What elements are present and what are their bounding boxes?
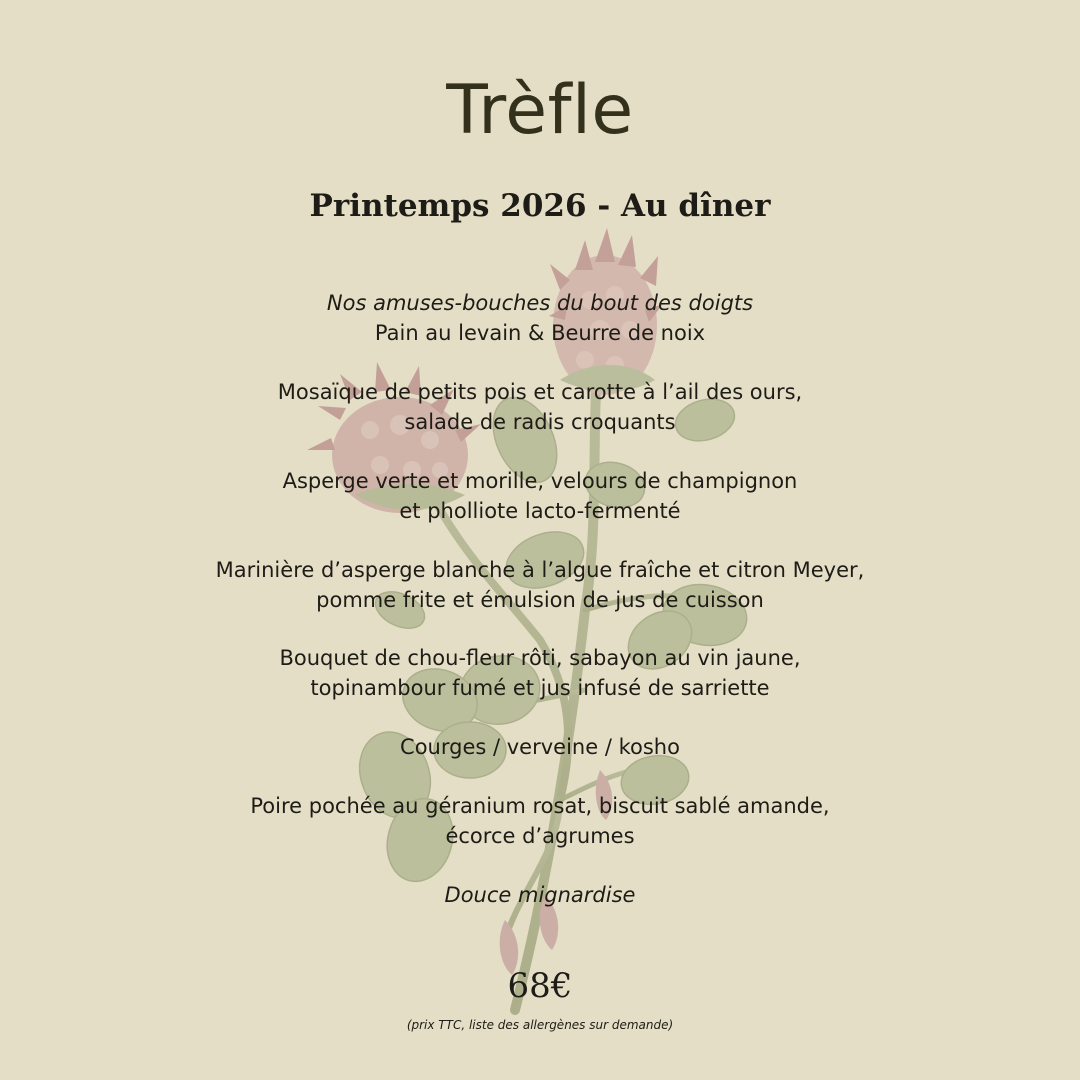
course-amuse-bouche: Nos amuses-bouches du bout des doigts: [326, 291, 754, 315]
course-line: Asperge verte et morille, velours de champignon: [282, 469, 798, 493]
course-line: et pholliote lacto-fermenté: [399, 499, 681, 523]
course-mignardise: Douce mignardise: [444, 883, 636, 907]
restaurant-title: Trèfle: [446, 71, 634, 150]
course-bread: Pain au levain & Beurre de noix: [374, 321, 706, 345]
course-line: topinambour fumé et jus infusé de sarriette: [310, 676, 770, 700]
course-line: Poire pochée au géranium rosat, biscuit sablé amande,: [250, 794, 830, 818]
course-line: écorce d’agrumes: [445, 824, 635, 848]
price-note: (prix TTC, liste des allergènes sur demande): [406, 1018, 674, 1032]
course-line: salade de radis croquants: [404, 410, 676, 434]
menu-price: 68€: [507, 966, 573, 1006]
course-line: Courges / verveine / kosho: [400, 735, 680, 759]
course-line: Marinière d’asperge blanche à l’algue fraîche et citron Meyer,: [215, 558, 865, 582]
course-line: Bouquet de chou-fleur rôti, sabayon au vin jaune,: [279, 646, 801, 670]
course-line: pomme frite et émulsion de jus de cuisson: [316, 588, 764, 612]
course-line: Mosaïque de petits pois et carotte à l’ail des ours,: [277, 380, 803, 404]
menu-subtitle: Printemps 2026 - Au dîner: [309, 188, 771, 224]
